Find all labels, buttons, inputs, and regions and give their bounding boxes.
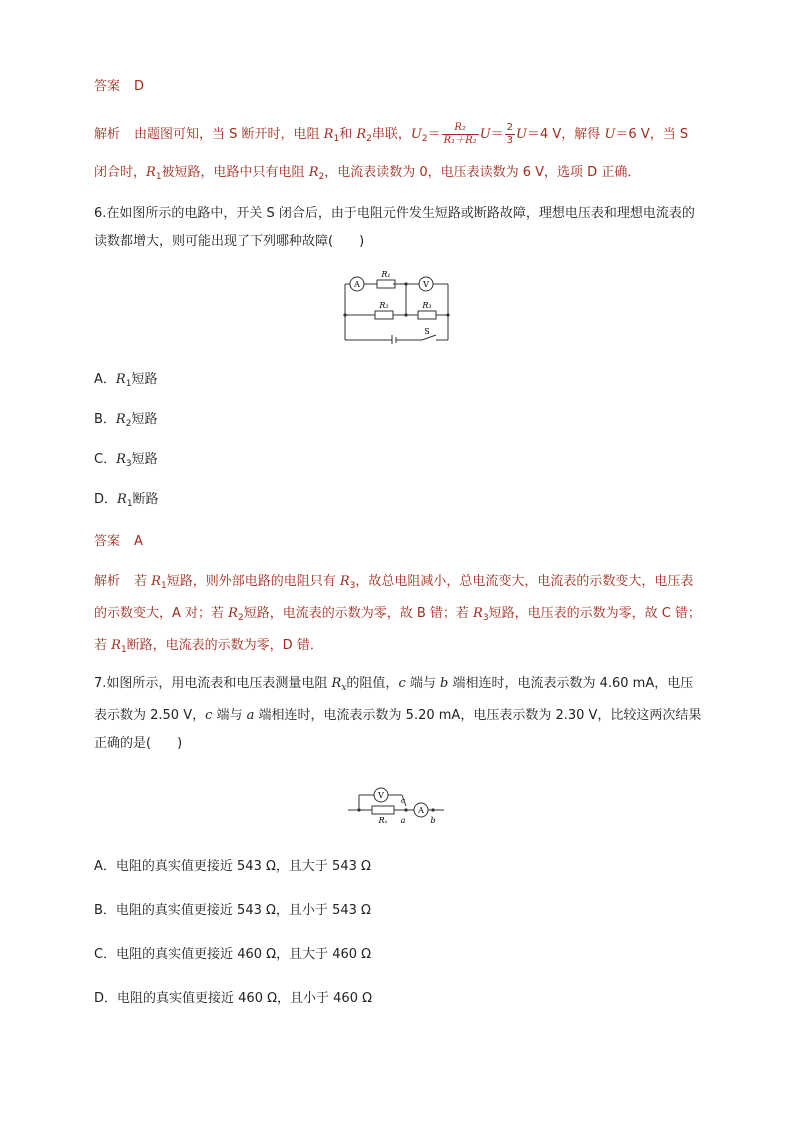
- q7-option-c: C．电阻的真实值更接近 460 Ω，且大于 460 Ω: [94, 947, 372, 962]
- r2-label: R₂: [379, 301, 389, 310]
- q6-option-d: D．$R_1$断路: [94, 492, 159, 509]
- r3-label: R₃: [422, 301, 432, 310]
- analysis-2: 解析 若 $R_1$短路，则外部电路的电阻只有 $R_3$，故总电阻减小，总电流变大，电流表的示数变大，电压表的示数变大，A 对；若 $R_2$短路，电流表的示数为零，故 B 错；若 $R_3$短路，电压表的示数为零，故 C 错；若 $R_1$断路，电流表的示数为零，D 错．: [94, 568, 704, 664]
- terminal-b-label: b: [430, 816, 436, 825]
- circuit-diagram-q7: [346, 784, 446, 828]
- q7-option-a: A．电阻的真实值更接近 543 Ω，且大于 543 Ω: [94, 859, 371, 874]
- q7-option-d: D．电阻的真实值更接近 460 Ω，且小于 460 Ω: [94, 991, 373, 1006]
- answer-label: 答案: [94, 79, 121, 94]
- ammeter-label: A: [418, 806, 424, 815]
- fraction-resistance: $\frac{\text{R₂}}{\text{R₁＋R₂}}$: [443, 122, 477, 146]
- terminal-c-label: c: [401, 797, 405, 805]
- answer-1: [94, 73, 704, 101]
- q6-option-a: A．$R_1$短路: [94, 372, 158, 389]
- analysis-label: 解析: [94, 127, 121, 142]
- question-7: 7.如图所示，用电流表和电压表测量电阻 $R_x$的阻值，c 端与 b 端相连时，电流表示数为 4.60 mA，电压表示数为 2.50 V，c 端与 a 端相连时，电流表示数为 5.20 mA，电压表示数为 2.30 V，比较这两次结果正确的是( ): [94, 676, 702, 751]
- voltmeter-label: V: [378, 791, 384, 800]
- fraction-two-thirds: $\frac{2}{3}$: [506, 122, 514, 146]
- answer-label: 答案: [94, 534, 121, 549]
- r1-label: R₁: [381, 270, 391, 279]
- switch-label: S: [424, 327, 430, 336]
- answer-2: [94, 528, 704, 556]
- answer-value: A: [134, 534, 143, 549]
- analysis-1: 解析 由题图可知，当 S 断开时，电阻 $R_1$和 $R_2$串联，$U_2=$ $\frac{\text{R₂}}{\text{R₁＋R₂}}$ U＝ $\frac{2}{3}$ U＝4 V，解得 U＝6 V，当 S 闭合时，$R_1$被短路，电路中只有电阻 $R_2$，电流表读数为 0，电压表读数为 6 V，选项 D 正确．: [94, 118, 704, 194]
- q6-option-c: C．$R_3$短路: [94, 452, 158, 469]
- answer-value: D: [134, 79, 145, 94]
- voltmeter-label: V: [423, 280, 429, 289]
- question-6: 6.在如图所示的电路中，开关 S 闭合后，由于电阻元件发生短路或断路故障，理想电压表和理想电流表的读数都增大，则可能出现了下列哪种故障( ): [94, 206, 695, 249]
- q7-option-b: B．电阻的真实值更接近 543 Ω，且小于 543 Ω: [94, 903, 371, 918]
- terminal-a-label: a: [400, 816, 406, 825]
- ammeter-label: A: [354, 280, 360, 289]
- q6-option-b: B．$R_2$短路: [94, 412, 158, 429]
- rx-label: Rₓ: [378, 816, 388, 825]
- circuit-6-wires: [340, 268, 455, 344]
- analysis-label: 解析: [94, 574, 121, 589]
